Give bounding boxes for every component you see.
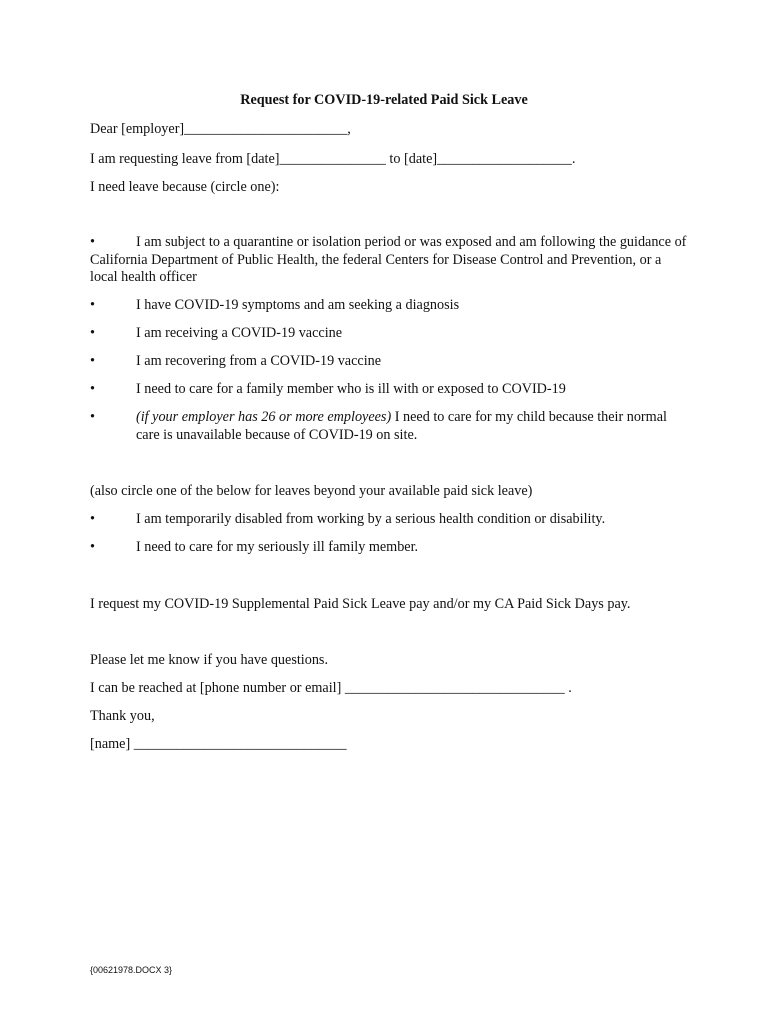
closing-thanks: Thank you, [90,708,155,724]
leave-dates-line: I am requesting leave from [date]_______________ to [date]___________________. [90,151,576,167]
questions-line: Please let me know if you have questions. [90,652,328,668]
contact-line: I can be reached at [phone number or email] _______________________________ . [90,680,572,696]
reason-item-receiving-vaccine: I am receiving a COVID-19 vaccine [136,325,343,341]
additional-reasons-intro: (also circle one of the below for leaves beyond your available paid sick leave) [90,483,533,499]
reason-text: I am subject to a quarantine or isolation period or was exposed and am following the guidance of California Department of Public Health, the federal Centers for Disease Control and Prevention, or a local health officer [90,234,687,285]
additional-reason-disability: I am temporarily disabled from working by a serious health condition or disability. [136,511,606,527]
pay-request-line: I request my COVID-19 Supplemental Paid Sick Leave pay and/or my CA Paid Sick Days pay. [90,596,631,612]
reason-item-family-care: I need to care for a family member who is ill with or exposed to COVID-19 [136,381,566,397]
bullet-marker: • [90,297,95,313]
bullet-marker: • [90,539,95,555]
reason-item-symptoms: I have COVID-19 symptoms and am seeking a diagnosis [136,297,460,313]
bullet-marker: • [90,511,95,527]
childcare-condition: (if your employer has 26 or more employees) [136,409,392,425]
childcare-text-line1: I need to care for my child because their normal [391,409,667,425]
reason-item-childcare [136,409,667,426]
reason-item-recovering-vaccine: I am recovering from a COVID-19 vaccine [136,353,382,369]
childcare-text-line2: care is unavailable because of COVID-19 on site. [136,427,418,443]
additional-reason-ill-family: I need to care for my seriously ill family member. [136,539,419,555]
reason-item-quarantine [90,234,690,287]
salutation-line: Dear [employer]_______________________, [90,121,351,137]
bullet-marker: • [90,381,95,397]
document-footer-id: {00621978.DOCX 3} [90,965,173,975]
bullet-marker: • [90,325,95,341]
reason-intro: I need leave because (circle one): [90,179,280,195]
name-signature-line: [name] ______________________________ [90,736,347,752]
document-title: Request for COVID-19-related Paid Sick Leave [240,92,528,108]
bullet-marker: • [90,353,95,369]
bullet-marker: • [90,234,95,250]
bullet-marker: • [90,409,95,425]
